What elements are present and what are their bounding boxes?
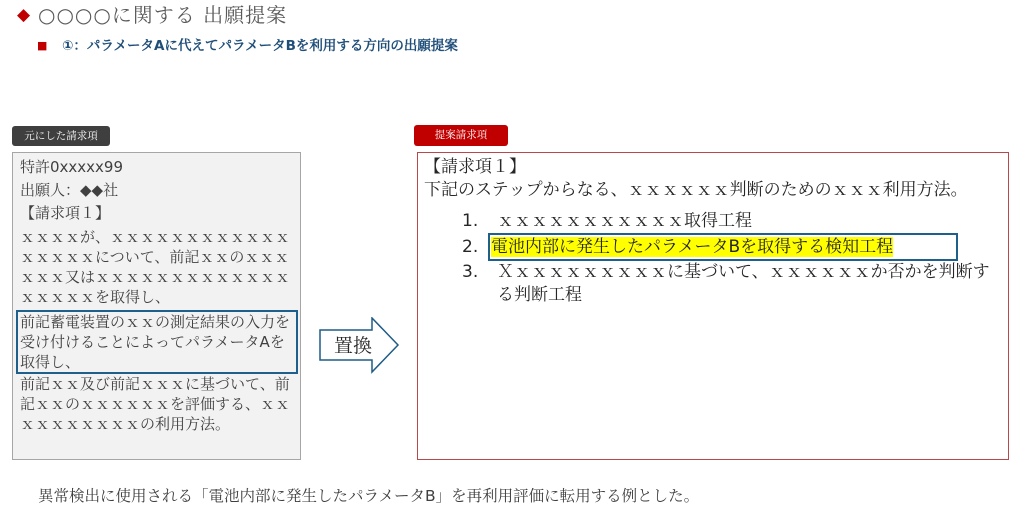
page-subtitle: ①：パラメータAに代えてパラメータBを利用する方向の出願提案: [62, 38, 458, 54]
step-list: [424, 209, 1000, 307]
replace-arrow: [319, 317, 400, 374]
claim-heading: 【請求項１】: [20, 204, 111, 222]
step-number: 1.: [462, 211, 479, 231]
original-claim-box: [12, 152, 301, 460]
replace-arrow-label: 置換: [333, 335, 373, 357]
proposed-claim-box: [417, 152, 1009, 460]
subtitle-square-bullet-icon: ■: [37, 39, 48, 52]
step-text: ｘｘｘｘｘｘｘｘｘｘｘ取得工程: [497, 211, 752, 231]
claim-heading: 【請求項１】: [424, 157, 526, 177]
page-title-row: [17, 1, 287, 29]
step-text: Ｘｘｘｘｘｘｘｘｘｘに基づいて、ｘｘｘｘｘｘか否かを判断する判断工程: [497, 262, 990, 305]
step-text: 電池内部に発生したパラメータBを取得する検知工程: [491, 237, 894, 257]
page-subtitle-row: [37, 36, 458, 56]
title-diamond-bullet-icon: ◆: [17, 5, 31, 25]
applicant: 出願人：◆◆社: [20, 181, 119, 199]
step-item-highlighted: [462, 233, 1000, 261]
claim-text-after: 前記ｘｘ及び前記ｘｘｘに基づいて、前記ｘｘのｘｘｘｘｘｘを評価する、ｘｘｘｘｘｘｘｘｘｘの利用方法。: [20, 375, 291, 433]
original-claim-tab: 元にした請求項: [12, 126, 110, 146]
highlighted-step-box: [488, 233, 958, 261]
step-number: 3.: [462, 262, 479, 282]
step-item: [462, 261, 1000, 307]
step-number: 2.: [462, 237, 479, 257]
claim-text-before: ｘｘｘｘが、ｘｘｘｘｘｘｘｘｘｘｘｘｘｘｘｘｘについて、前記ｘｘのｘｘｘｘｘｘ又はｘｘｘｘｘｘｘｘｘｘｘｘｘｘｘｘｘｘを取得し、: [20, 228, 291, 306]
footer-note: 異常検出に使用される「電池内部に発生したパラメータB」を再利用評価に転用する例とした。: [38, 487, 700, 505]
page-title: ○○○○に関する 出願提案: [38, 3, 288, 27]
claim-preamble: 下記のステップからなる、ｘｘｘｘｘｘ判断のためのｘｘｘ利用方法。: [424, 180, 968, 200]
patent-number: 特許0xxxxx99: [20, 158, 124, 176]
proposed-claim-tab: 提案請求項: [414, 125, 508, 146]
step-item: [462, 209, 1000, 233]
highlighted-claim-element: 前記蓄電装置のｘｘの測定結果の入力を受け付けることによってパラメータAを取得し、: [16, 310, 298, 374]
